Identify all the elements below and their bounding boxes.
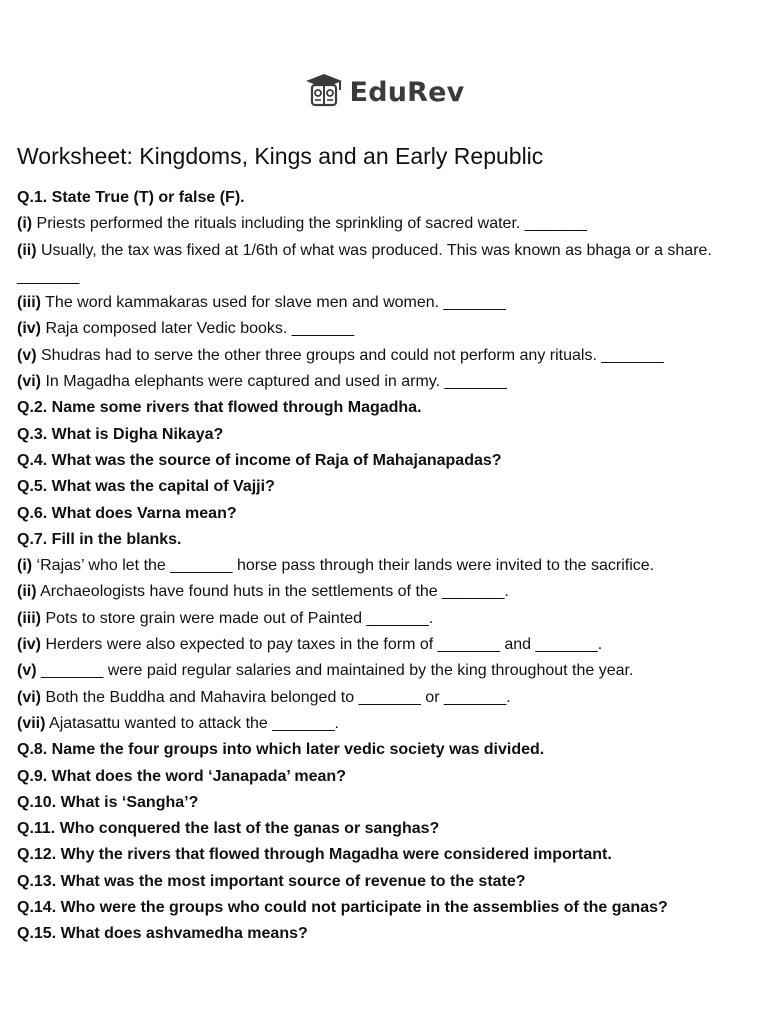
- item-label: Q.1. State True (T) or false (F).: [17, 189, 245, 206]
- item-text: Herders were also expected to pay taxes in the form of _______ and _______.: [41, 636, 603, 654]
- item-label: Q.11. Who conquered the last of the ganas or sanghas?: [17, 820, 440, 838]
- question-heading: [17, 842, 737, 868]
- question-item: [17, 211, 737, 237]
- item-label: (v): [17, 346, 37, 364]
- question-item: [17, 658, 737, 684]
- question-heading: [17, 737, 737, 763]
- item-text: Archaeologists have found huts in the settlements of the _______.: [36, 583, 509, 601]
- item-label: Q.8. Name the four groups into which later vedic society was divided.: [17, 741, 545, 759]
- question-heading: [17, 816, 737, 842]
- item-label: (vi): [17, 373, 41, 391]
- question-heading: [17, 501, 737, 527]
- item-label: Q.14. Who were the groups who could not participate in the assemblies of the ganas?: [17, 899, 668, 917]
- item-label: (i): [17, 557, 33, 575]
- item-text: Priests performed the rituals including the sprinkling of sacred water. _______: [32, 215, 588, 233]
- question-heading: [17, 895, 737, 921]
- question-item: [17, 632, 737, 658]
- item-label: (iii): [17, 609, 41, 627]
- item-text: ‘Rajas’ who let the _______ horse pass through their lands were invited to the sacrifice.: [32, 557, 655, 575]
- item-label: Q.9. What does the word ‘Janapada’ mean?: [17, 767, 346, 785]
- question-heading: [17, 764, 737, 790]
- item-label: Q.4. What was the source of income of Raja of Mahajanapadas?: [17, 451, 502, 469]
- question-heading: [17, 921, 737, 947]
- item-label: (vi): [17, 688, 41, 706]
- question-item: [17, 553, 737, 579]
- item-label: Q.13. What was the most important source of revenue to the state?: [17, 872, 526, 890]
- item-label: (i): [17, 215, 33, 233]
- item-label: Q.10. What is ‘Sangha’?: [17, 793, 199, 811]
- item-label: (vii): [17, 714, 46, 732]
- item-text: Ajatasattu wanted to attack the _______.: [45, 714, 339, 732]
- item-label: Q.3. What is Digha Nikaya?: [17, 425, 224, 443]
- question-heading: [17, 185, 737, 211]
- item-label: (ii): [17, 241, 37, 259]
- question-item: [17, 685, 737, 711]
- question-heading: [17, 448, 737, 474]
- item-label: Q.6. What does Varna mean?: [17, 504, 237, 522]
- item-label: Q.5. What was the capital of Vajji?: [17, 478, 275, 496]
- question-heading: [17, 474, 737, 500]
- question-item: [17, 343, 737, 369]
- item-text: Both the Buddha and Mahavira belonged to _______ or _______.: [41, 688, 511, 706]
- item-label: Q.12. Why the rivers that flowed through Magadha were considered important.: [17, 846, 612, 864]
- question-item: [17, 238, 737, 291]
- question-heading: [17, 790, 737, 816]
- question-heading: [17, 422, 737, 448]
- item-label: Q.15. What does ashvamedha means?: [17, 925, 308, 943]
- item-text: _______ were paid regular salaries and maintained by the king throughout the year.: [36, 662, 634, 680]
- item-label: (iii): [17, 294, 41, 312]
- question-heading: [17, 395, 737, 421]
- edurev-logo: [0, 72, 768, 113]
- worksheet-title: Worksheet: Kingdoms, Kings and an Early Republic: [17, 143, 544, 169]
- question-item: [17, 316, 737, 342]
- item-label: (ii): [17, 583, 37, 601]
- item-text: Usually, the tax was fixed at 1/6th of what was produced. This was known as bhaga or a share. _______: [17, 241, 712, 285]
- item-label: (v): [17, 662, 37, 680]
- question-item: [17, 369, 737, 395]
- question-item: [17, 290, 737, 316]
- item-label: Q.7. Fill in the blanks.: [17, 530, 182, 548]
- item-label: (iv): [17, 320, 41, 338]
- question-item: [17, 606, 737, 632]
- item-text: Pots to store grain were made out of Painted _______.: [41, 609, 434, 627]
- question-item: [17, 711, 737, 737]
- question-item: [17, 579, 737, 605]
- item-text: Raja composed later Vedic books. _______: [41, 320, 355, 338]
- graduation-cap-book-icon: [304, 72, 344, 113]
- question-list: [17, 185, 737, 948]
- item-text: In Magadha elephants were captured and used in army. _______: [41, 373, 507, 391]
- logo-text: EduRev: [349, 77, 465, 108]
- question-heading: [17, 869, 737, 895]
- item-label: (iv): [17, 636, 41, 654]
- item-text: Shudras had to serve the other three groups and could not perform any rituals. _______: [36, 346, 664, 364]
- item-text: The word kammakaras used for slave men and women. _______: [41, 294, 506, 312]
- question-heading: [17, 527, 737, 553]
- item-label: Q.2. Name some rivers that flowed through Magadha.: [17, 399, 422, 417]
